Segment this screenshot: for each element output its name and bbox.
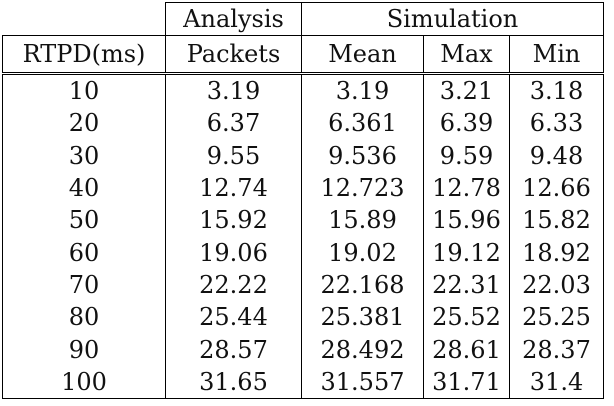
cell-rtpd: 80 [3, 301, 166, 333]
cell-min: 6.33 [510, 107, 604, 139]
header-column-row [3, 36, 604, 74]
header-rtpd: RTPD(ms) [3, 36, 166, 74]
header-group-row [3, 3, 604, 36]
cell-packets: 31.65 [166, 366, 302, 399]
cell-mean: 9.536 [302, 140, 424, 172]
header-analysis: Analysis [166, 3, 302, 36]
cell-min: 18.92 [510, 236, 604, 268]
cell-packets: 22.22 [166, 269, 302, 301]
cell-rtpd: 40 [3, 172, 166, 204]
cell-mean: 15.89 [302, 204, 424, 236]
header-blank-cell [3, 3, 166, 36]
table-row [3, 107, 604, 139]
table-row [3, 140, 604, 172]
cell-min: 3.18 [510, 74, 604, 108]
header-simulation: Simulation [302, 3, 604, 36]
cell-max: 28.61 [424, 333, 510, 365]
cell-packets: 25.44 [166, 301, 302, 333]
table-row [3, 301, 604, 333]
cell-mean: 3.19 [302, 74, 424, 108]
header-mean: Mean [302, 36, 424, 74]
cell-min: 25.25 [510, 301, 604, 333]
cell-rtpd: 100 [3, 366, 166, 399]
cell-rtpd: 30 [3, 140, 166, 172]
cell-packets: 15.92 [166, 204, 302, 236]
cell-packets: 9.55 [166, 140, 302, 172]
table-row [3, 366, 604, 399]
cell-rtpd: 10 [3, 74, 166, 108]
cell-max: 6.39 [424, 107, 510, 139]
table-body [3, 3, 604, 399]
cell-mean: 31.557 [302, 366, 424, 399]
cell-max: 22.31 [424, 269, 510, 301]
header-packets: Packets [166, 36, 302, 74]
cell-max: 9.59 [424, 140, 510, 172]
cell-mean: 25.381 [302, 301, 424, 333]
table-row [3, 236, 604, 268]
cell-rtpd: 60 [3, 236, 166, 268]
table-row [3, 269, 604, 301]
cell-mean: 28.492 [302, 333, 424, 365]
cell-min: 15.82 [510, 204, 604, 236]
cell-mean: 6.361 [302, 107, 424, 139]
cell-mean: 22.168 [302, 269, 424, 301]
cell-rtpd: 20 [3, 107, 166, 139]
cell-max: 3.21 [424, 74, 510, 108]
cell-mean: 19.02 [302, 236, 424, 268]
cell-max: 15.96 [424, 204, 510, 236]
cell-min: 28.37 [510, 333, 604, 365]
cell-min: 22.03 [510, 269, 604, 301]
cell-min: 31.4 [510, 366, 604, 399]
cell-packets: 6.37 [166, 107, 302, 139]
cell-max: 19.12 [424, 236, 510, 268]
table-row [3, 333, 604, 365]
cell-min: 9.48 [510, 140, 604, 172]
cell-rtpd: 50 [3, 204, 166, 236]
cell-packets: 19.06 [166, 236, 302, 268]
cell-min: 12.66 [510, 172, 604, 204]
cell-max: 25.52 [424, 301, 510, 333]
header-min: Min [510, 36, 604, 74]
results-table [2, 2, 604, 399]
cell-packets: 12.74 [166, 172, 302, 204]
cell-packets: 3.19 [166, 74, 302, 108]
cell-packets: 28.57 [166, 333, 302, 365]
cell-max: 12.78 [424, 172, 510, 204]
cell-rtpd: 90 [3, 333, 166, 365]
cell-mean: 12.723 [302, 172, 424, 204]
cell-rtpd: 70 [3, 269, 166, 301]
header-max: Max [424, 36, 510, 74]
table-row [3, 172, 604, 204]
table-row [3, 74, 604, 108]
cell-max: 31.71 [424, 366, 510, 399]
table-row [3, 204, 604, 236]
